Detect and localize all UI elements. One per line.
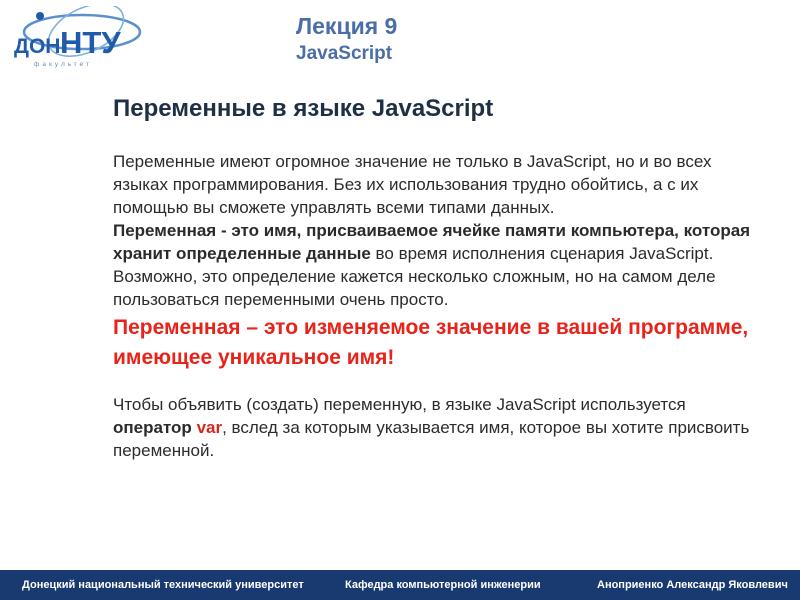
- footer-department: Кафедра компьютерной инженерии: [345, 579, 541, 591]
- operator-label: оператор: [113, 418, 192, 437]
- declaration-line: Чтобы объявить (создать) переменную, в языке JavaScript используется: [113, 395, 686, 414]
- intro-paragraph: Переменные имеют огромное значение не только в JavaScript, но и во всех языках программирования. Без их использования трудно обойтись, а с их помощью вы сможете управлять всеми типами данных.: [113, 152, 712, 217]
- logo-text-main: НТУ: [60, 25, 121, 60]
- definition-rest: во время исполнения сценария JavaScript. Возможно, это определение кажется несколько сложным, но на самом деле пользоваться переменными очень просто.: [113, 244, 716, 309]
- lecture-number: Лекция 9: [296, 13, 398, 39]
- slide-title: Переменные в языке JavaScript: [113, 95, 494, 122]
- slide-content: [113, 150, 763, 462]
- definition-paragraph: [113, 219, 763, 311]
- operator-rest: , вслед за которым указывается имя, которое вы хотите присвоить переменной.: [113, 418, 750, 460]
- footer-university: Донецкий национальный технический университет: [22, 579, 304, 591]
- highlight-statement: Переменная – это изменяемое значение в вашей программе, имеющее уникальное имя!: [113, 316, 749, 369]
- donntu-logo: [10, 6, 150, 72]
- footer-bar: [0, 570, 800, 600]
- lecture-subject: JavaScript: [296, 43, 393, 64]
- definition-bold: Переменная - это имя, присваиваемое ячейке памяти компьютера, которая хранит определенные данные: [113, 221, 751, 263]
- logo-graphic: [10, 6, 150, 72]
- lecture-header: [296, 12, 397, 65]
- footer-author: Аноприенко Александр Яковлевич: [597, 579, 788, 591]
- operator-paragraph: [113, 416, 763, 462]
- logo-text-left: ДОН: [14, 35, 61, 58]
- var-keyword: var: [196, 418, 223, 437]
- logo-dot: [36, 12, 44, 20]
- logo-subtext: факультет: [34, 61, 92, 68]
